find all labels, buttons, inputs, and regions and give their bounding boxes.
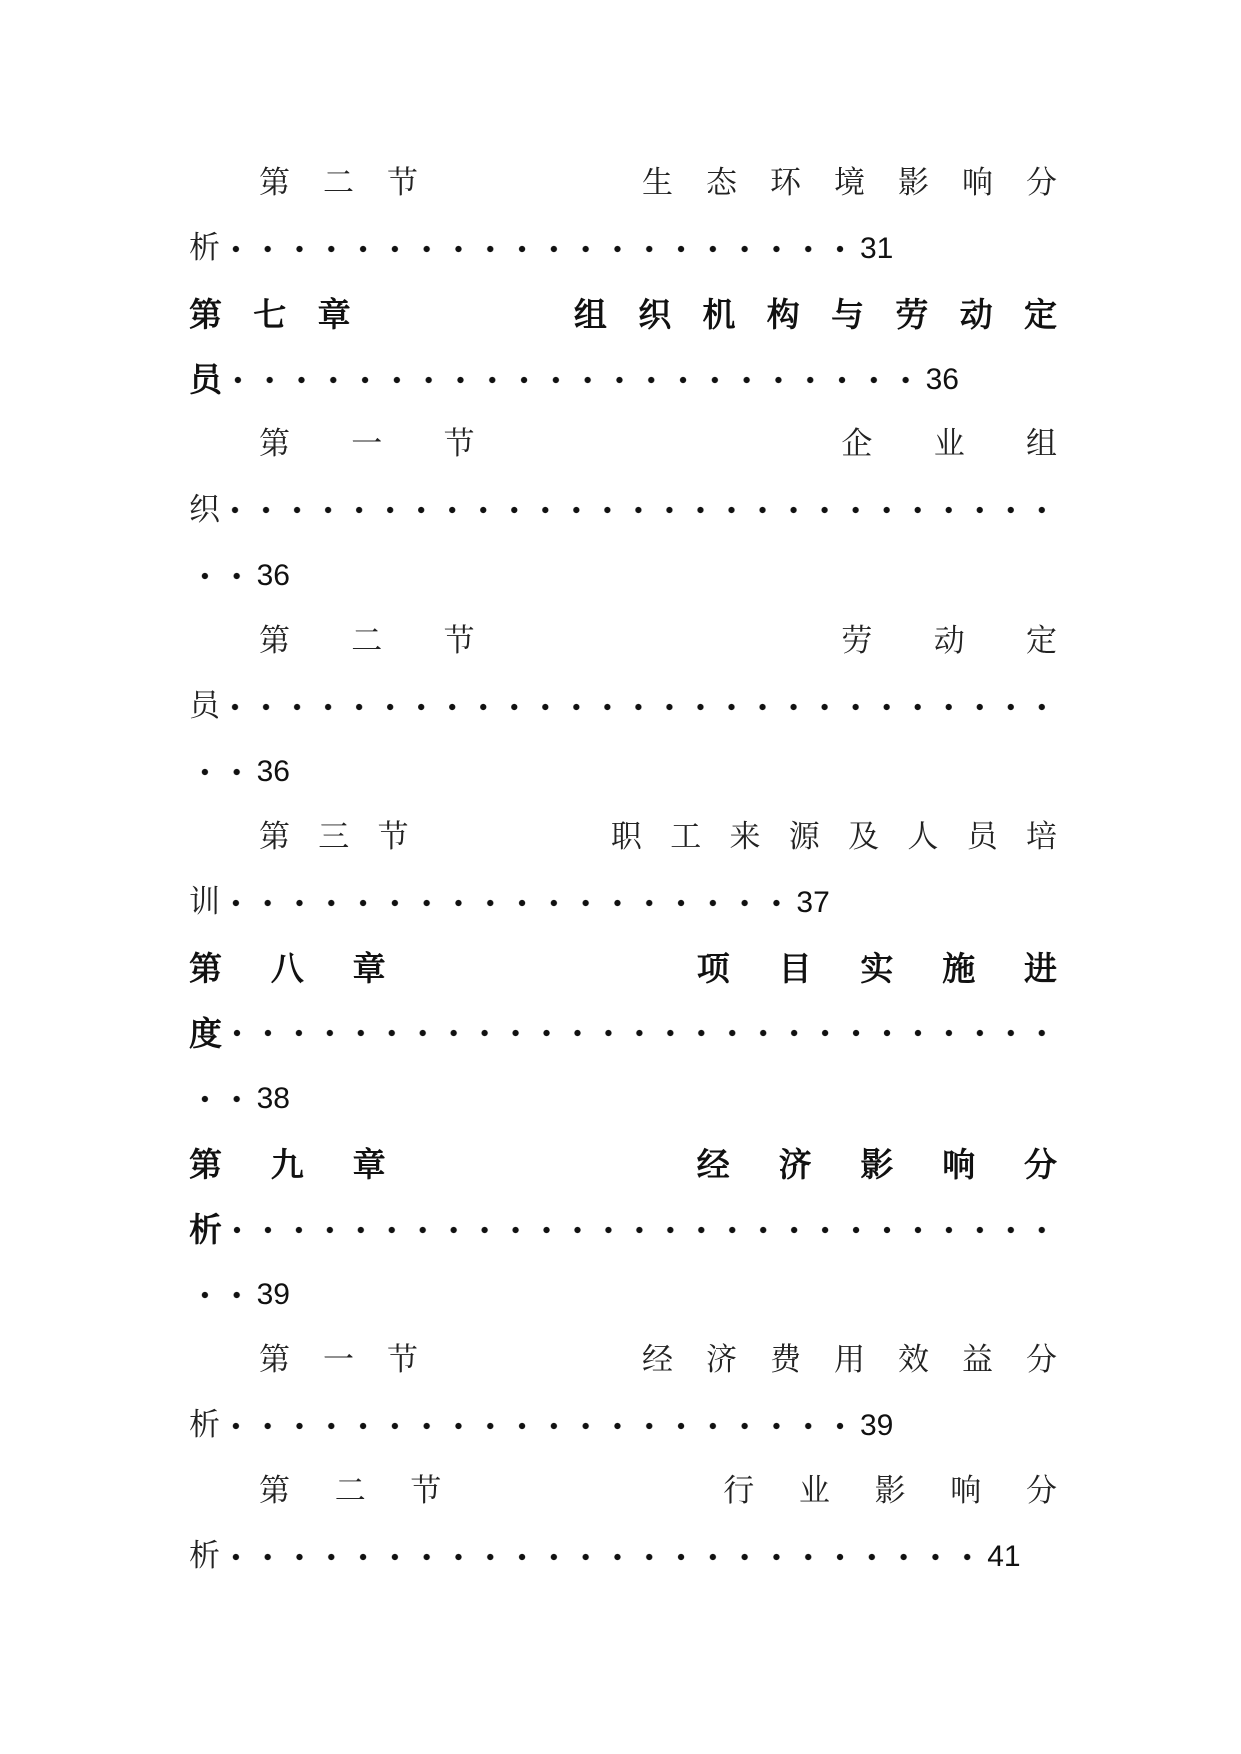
toc-entry-title: 职工来源及人员培 — [610, 818, 1086, 855]
toc-chapter-entry — [189, 1132, 1106, 1328]
toc-entry-heading-line — [189, 805, 1086, 870]
dot-leader — [222, 372, 922, 388]
dot-leader — [222, 1222, 1057, 1238]
toc-chapter-entry — [189, 935, 1106, 1131]
toc-entry-title: 经济费用效益分 — [642, 1341, 1090, 1378]
table-of-contents — [189, 151, 1119, 1590]
toc-section-entry — [189, 805, 1086, 936]
dot-leader — [220, 1549, 983, 1565]
toc-entry-leader-line — [189, 1001, 1057, 1066]
dot-leader — [220, 241, 856, 257]
toc-entry-page-number: 41 — [987, 1539, 1021, 1573]
toc-entry-page-number: 39 — [256, 1278, 290, 1312]
toc-entry-page-line — [189, 739, 1057, 804]
toc-entry-page-line — [189, 1262, 1057, 1327]
toc-entry-heading-line — [189, 412, 1119, 477]
toc-entry-page-number: 37 — [796, 885, 830, 919]
toc-entry-number: 第一节 — [259, 1341, 451, 1378]
toc-entry-page-number: 36 — [256, 754, 290, 788]
toc-entry-heading-line — [189, 935, 1106, 1000]
toc-entry-title-continued: 析 — [189, 1210, 222, 1250]
toc-entry-heading-line — [189, 1132, 1106, 1197]
toc-entry-number: 第三节 — [259, 818, 437, 855]
toc-entry-title: 生态环境影响分 — [642, 164, 1090, 201]
toc-entry-title: 组织机构与劳动定 — [573, 294, 1089, 334]
dot-leader — [189, 568, 253, 584]
toc-entry-title-continued: 析 — [189, 1407, 220, 1444]
toc-section-entry — [189, 151, 1090, 282]
toc-entry-heading-line — [189, 1459, 1102, 1524]
toc-entry-leader-line — [189, 216, 1057, 281]
toc-entry-leader-line — [189, 347, 1057, 412]
toc-entry-leader-line — [189, 1524, 1057, 1589]
toc-entry-page-number: 36 — [256, 558, 290, 592]
toc-entry-title: 劳动定 — [841, 622, 1119, 659]
toc-entry-title-continued: 织 — [189, 491, 220, 528]
toc-entry-title-continued: 员 — [189, 688, 220, 724]
dot-leader — [222, 1025, 1057, 1041]
toc-entry-heading-line — [189, 281, 1089, 346]
toc-entry-title-continued: 析 — [189, 230, 220, 267]
toc-section-entry — [189, 608, 1119, 804]
dot-leader — [189, 764, 253, 780]
toc-entry-page-number: 38 — [256, 1081, 290, 1115]
toc-entry-page-line — [189, 543, 1057, 608]
toc-section-entry — [189, 1328, 1090, 1459]
toc-entry-heading-line — [189, 151, 1090, 216]
dot-leader — [189, 1091, 253, 1107]
toc-entry-title: 行业影响分 — [723, 1472, 1102, 1509]
toc-chapter-entry — [189, 281, 1089, 412]
toc-entry-number: 第二节 — [259, 1472, 487, 1509]
toc-entry-page-number: 39 — [860, 1408, 894, 1442]
toc-entry-title-continued: 训 — [189, 884, 220, 921]
toc-entry-leader-line — [189, 1197, 1057, 1262]
toc-entry-leader-line — [189, 1393, 1057, 1458]
toc-entry-number: 第二节 — [259, 622, 536, 659]
toc-entry-heading-line — [189, 1328, 1090, 1393]
toc-entry-leader-line — [189, 478, 1057, 543]
toc-section-entry — [189, 412, 1119, 608]
toc-entry-title: 企业组 — [841, 426, 1119, 463]
toc-entry-title: 项目实施进 — [696, 948, 1106, 988]
toc-entry-title: 经济影响分 — [696, 1144, 1106, 1184]
toc-entry-title-continued: 度 — [189, 1013, 222, 1053]
dot-leader — [220, 502, 1057, 518]
toc-entry-number: 第二节 — [259, 164, 451, 201]
toc-entry-title-continued: 析 — [189, 1538, 220, 1575]
toc-entry-page-number: 36 — [925, 362, 959, 396]
toc-entry-leader-line — [189, 674, 1057, 739]
toc-entry-number: 第九章 — [189, 1144, 435, 1184]
toc-entry-number: 第一节 — [259, 426, 536, 463]
toc-entry-number: 第七章 — [189, 294, 382, 334]
dot-leader — [220, 895, 792, 911]
toc-entry-heading-line — [189, 608, 1119, 673]
dot-leader — [220, 1418, 856, 1434]
dot-leader — [189, 1287, 253, 1303]
toc-entry-page-line — [189, 1066, 1057, 1131]
toc-entry-number: 第八章 — [189, 948, 435, 988]
toc-entry-title-continued: 员 — [189, 360, 222, 400]
toc-entry-page-number: 31 — [860, 231, 894, 265]
toc-entry-leader-line — [189, 870, 1057, 935]
dot-leader — [220, 699, 1057, 715]
toc-section-entry — [189, 1459, 1102, 1590]
